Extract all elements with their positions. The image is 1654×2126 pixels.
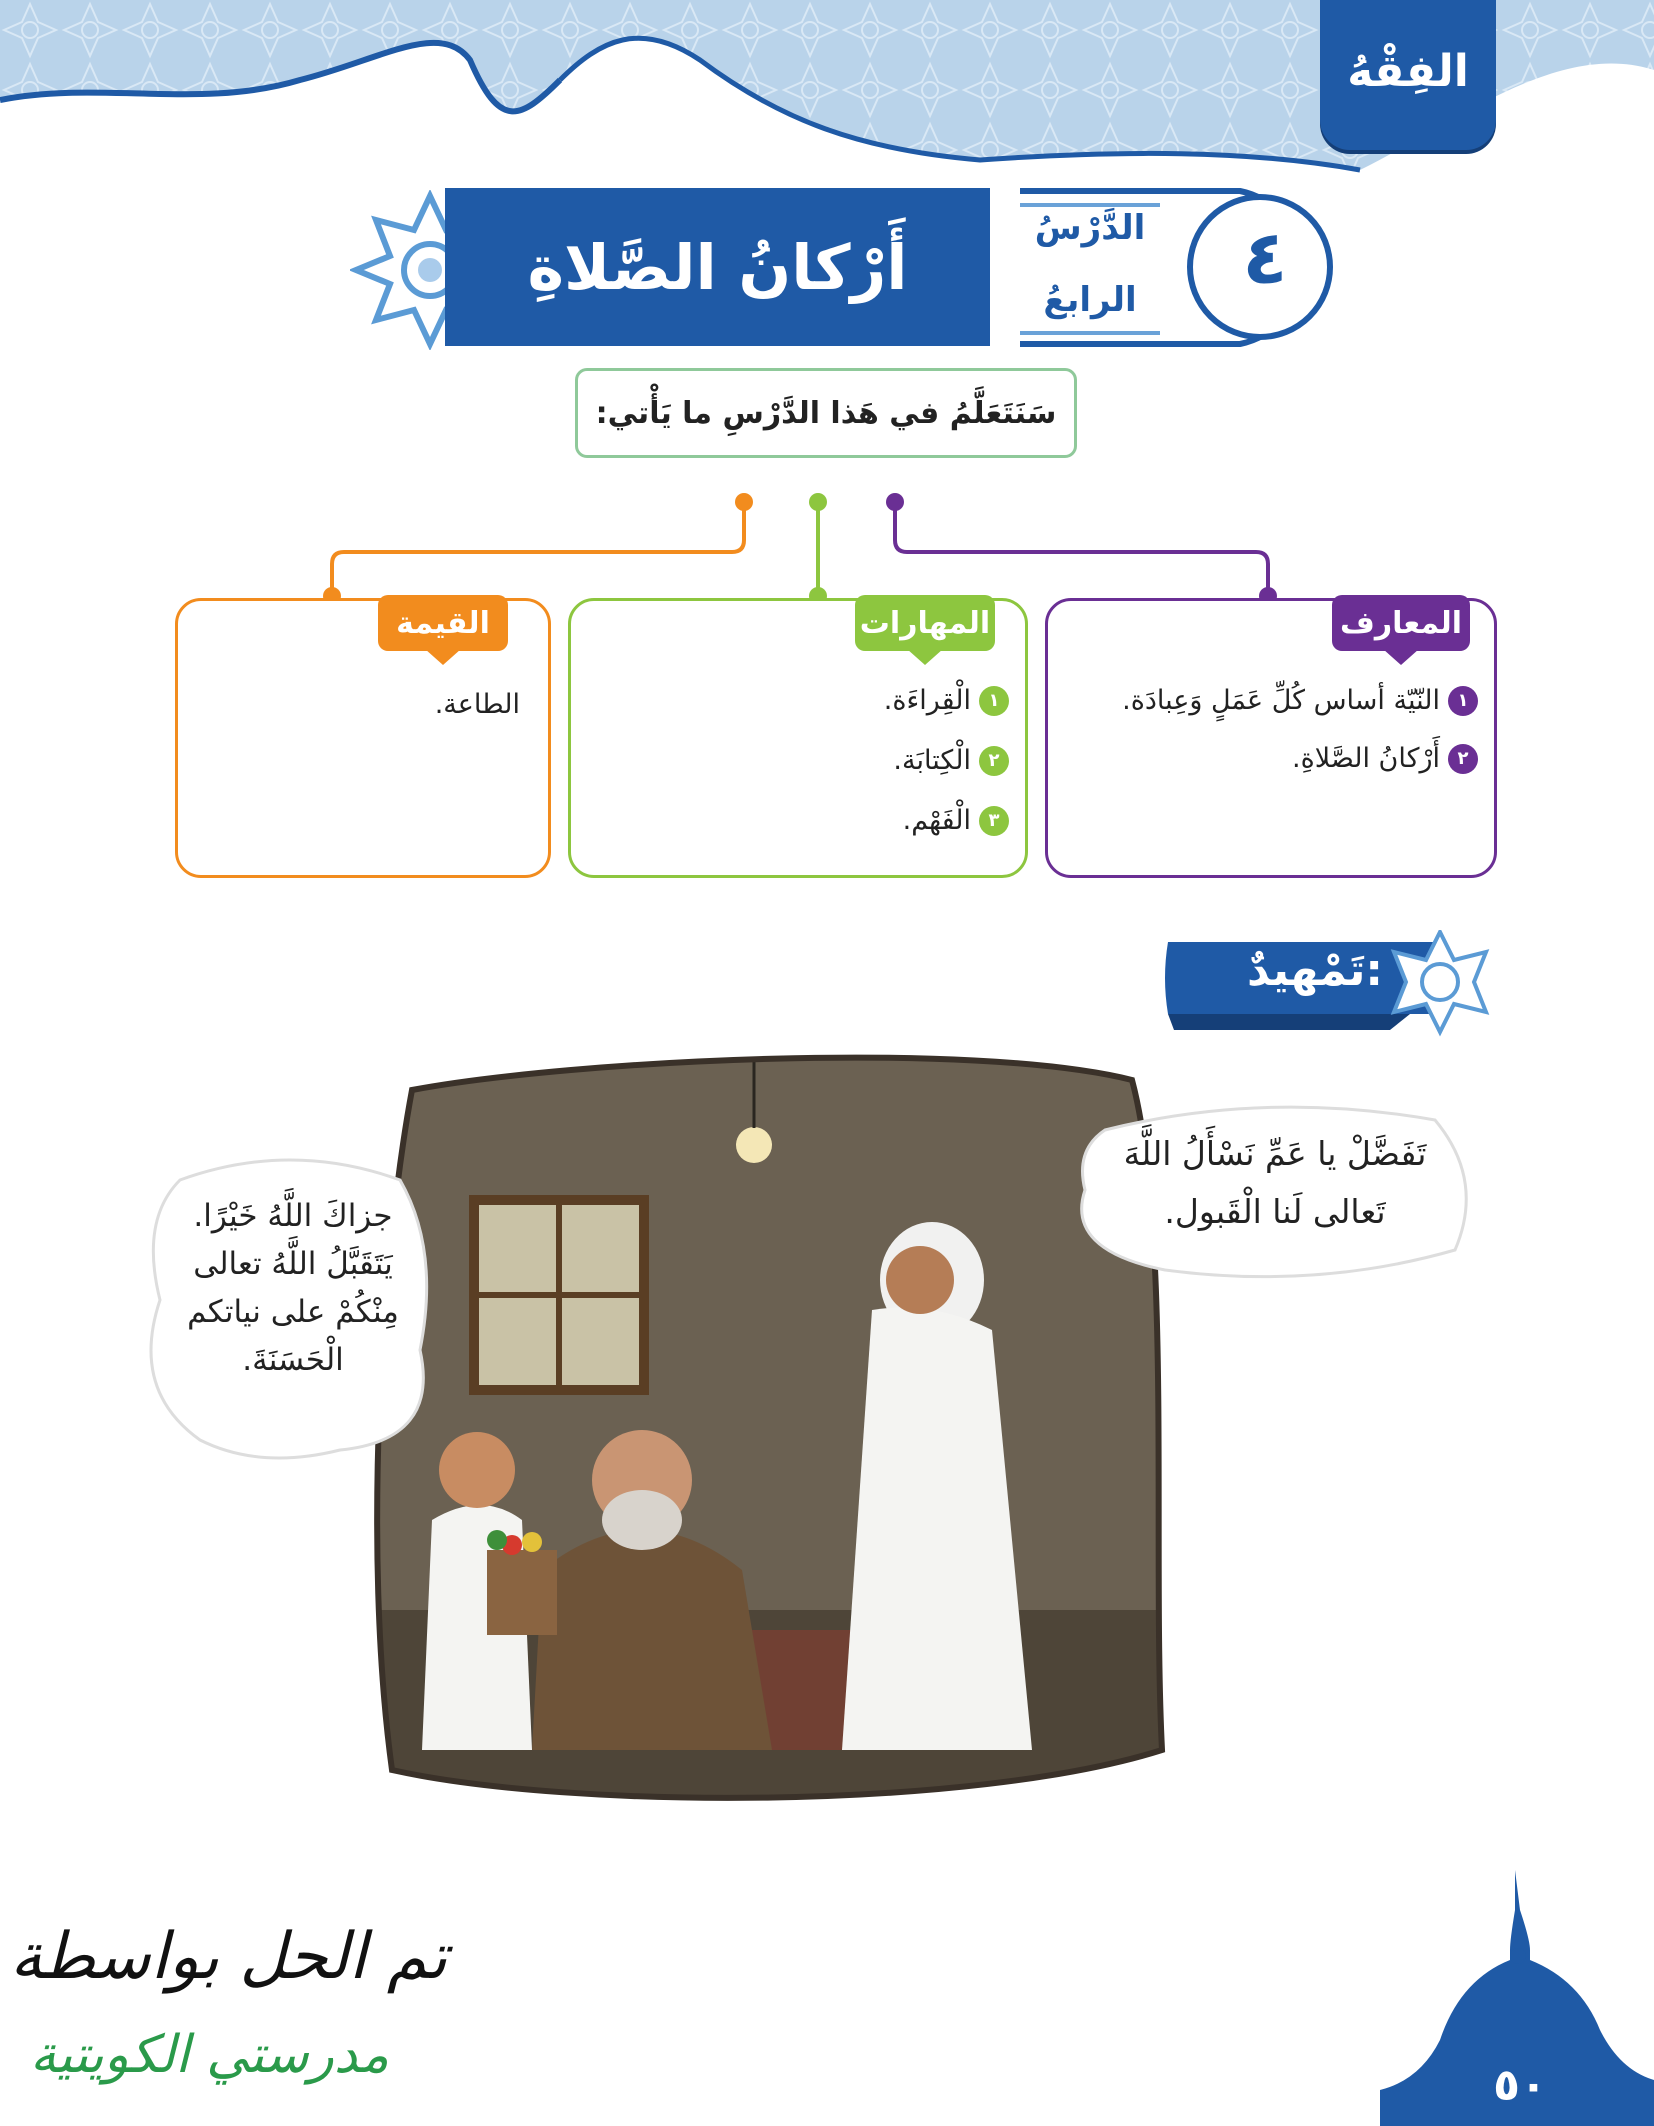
skills-item [903, 805, 1009, 836]
speech-line: الْحَسَنَةَ. [242, 1342, 344, 1378]
speech-line: تَعالى لَنا الْقَبول. [1164, 1192, 1386, 1231]
item-number: ١ [979, 686, 1009, 716]
knowledge-item [1122, 685, 1478, 716]
skills-label: المهارات [859, 605, 991, 641]
intro-label: تَمْهيدٌ: [1246, 945, 1384, 996]
knowledge-box [1045, 598, 1497, 878]
knowledge-tab [1332, 595, 1470, 651]
item-text: أَرْكانُ الصَّلاةِ. [1291, 743, 1440, 774]
item-number: ١ [1448, 686, 1478, 716]
knowledge-label: المعارف [1340, 605, 1462, 641]
speech-line: تَفَضَّلْ يا عَمِّ نَسْأَلُ اللَّهَ [1123, 1134, 1427, 1173]
speech-line: يَتَقَبَّلُ اللَّهُ تعالى [193, 1246, 393, 1282]
value-label: القيمة [396, 605, 490, 641]
illustration-charity-scene [372, 1050, 1170, 1820]
speech-line: مِنْكُمْ على نياتكم [187, 1294, 399, 1330]
item-text: الْقِراءَة. [883, 685, 971, 716]
school-watermark: مدرستي الكويتية [30, 2025, 389, 2085]
item-number: ٢ [1448, 744, 1478, 774]
page-number: ٥٠ [1493, 2060, 1547, 2111]
learning-intro-text: سَنَتَعَلَّمُ في هَذا الدَّرْسِ ما يَأْتي: [595, 395, 1057, 431]
solution-watermark: تم الحل بواسطة [10, 1920, 448, 1994]
lesson-number: ٤ [1242, 215, 1288, 301]
item-text: النّيّة أساس كُلِّ عَمَلٍ وَعِبادَة. [1122, 685, 1440, 716]
value-text: الطاعة. [434, 689, 520, 720]
item-text: الْكِتابَة. [893, 745, 971, 776]
lesson-label-line2: الرابعُ [1043, 280, 1137, 320]
lesson-title-bar [445, 188, 990, 346]
lesson-title: أَرْكانُ الصَّلاةِ [527, 230, 908, 304]
value-box [175, 598, 551, 878]
item-number: ٣ [979, 806, 1009, 836]
skills-box [568, 598, 1028, 878]
skills-tab [855, 595, 995, 651]
boy-speech-text [168, 1192, 418, 1384]
skills-item [893, 745, 1009, 776]
man-speech-text [1090, 1125, 1460, 1241]
lesson-label-line1: الدَّرْسُ [1034, 208, 1146, 248]
item-text: الْفَهْم. [902, 805, 971, 836]
skills-item [884, 685, 1009, 716]
value-tab [378, 595, 508, 651]
objective-connectors [0, 470, 1654, 610]
speech-line: جزاكَ اللَّهُ خَيْرًا. [193, 1198, 393, 1234]
learning-intro-box [575, 368, 1077, 458]
item-number: ٢ [979, 746, 1009, 776]
subject-tab [1320, 0, 1496, 150]
subject-label: الفِقْهُ [1347, 45, 1469, 97]
knowledge-item [1292, 743, 1478, 774]
